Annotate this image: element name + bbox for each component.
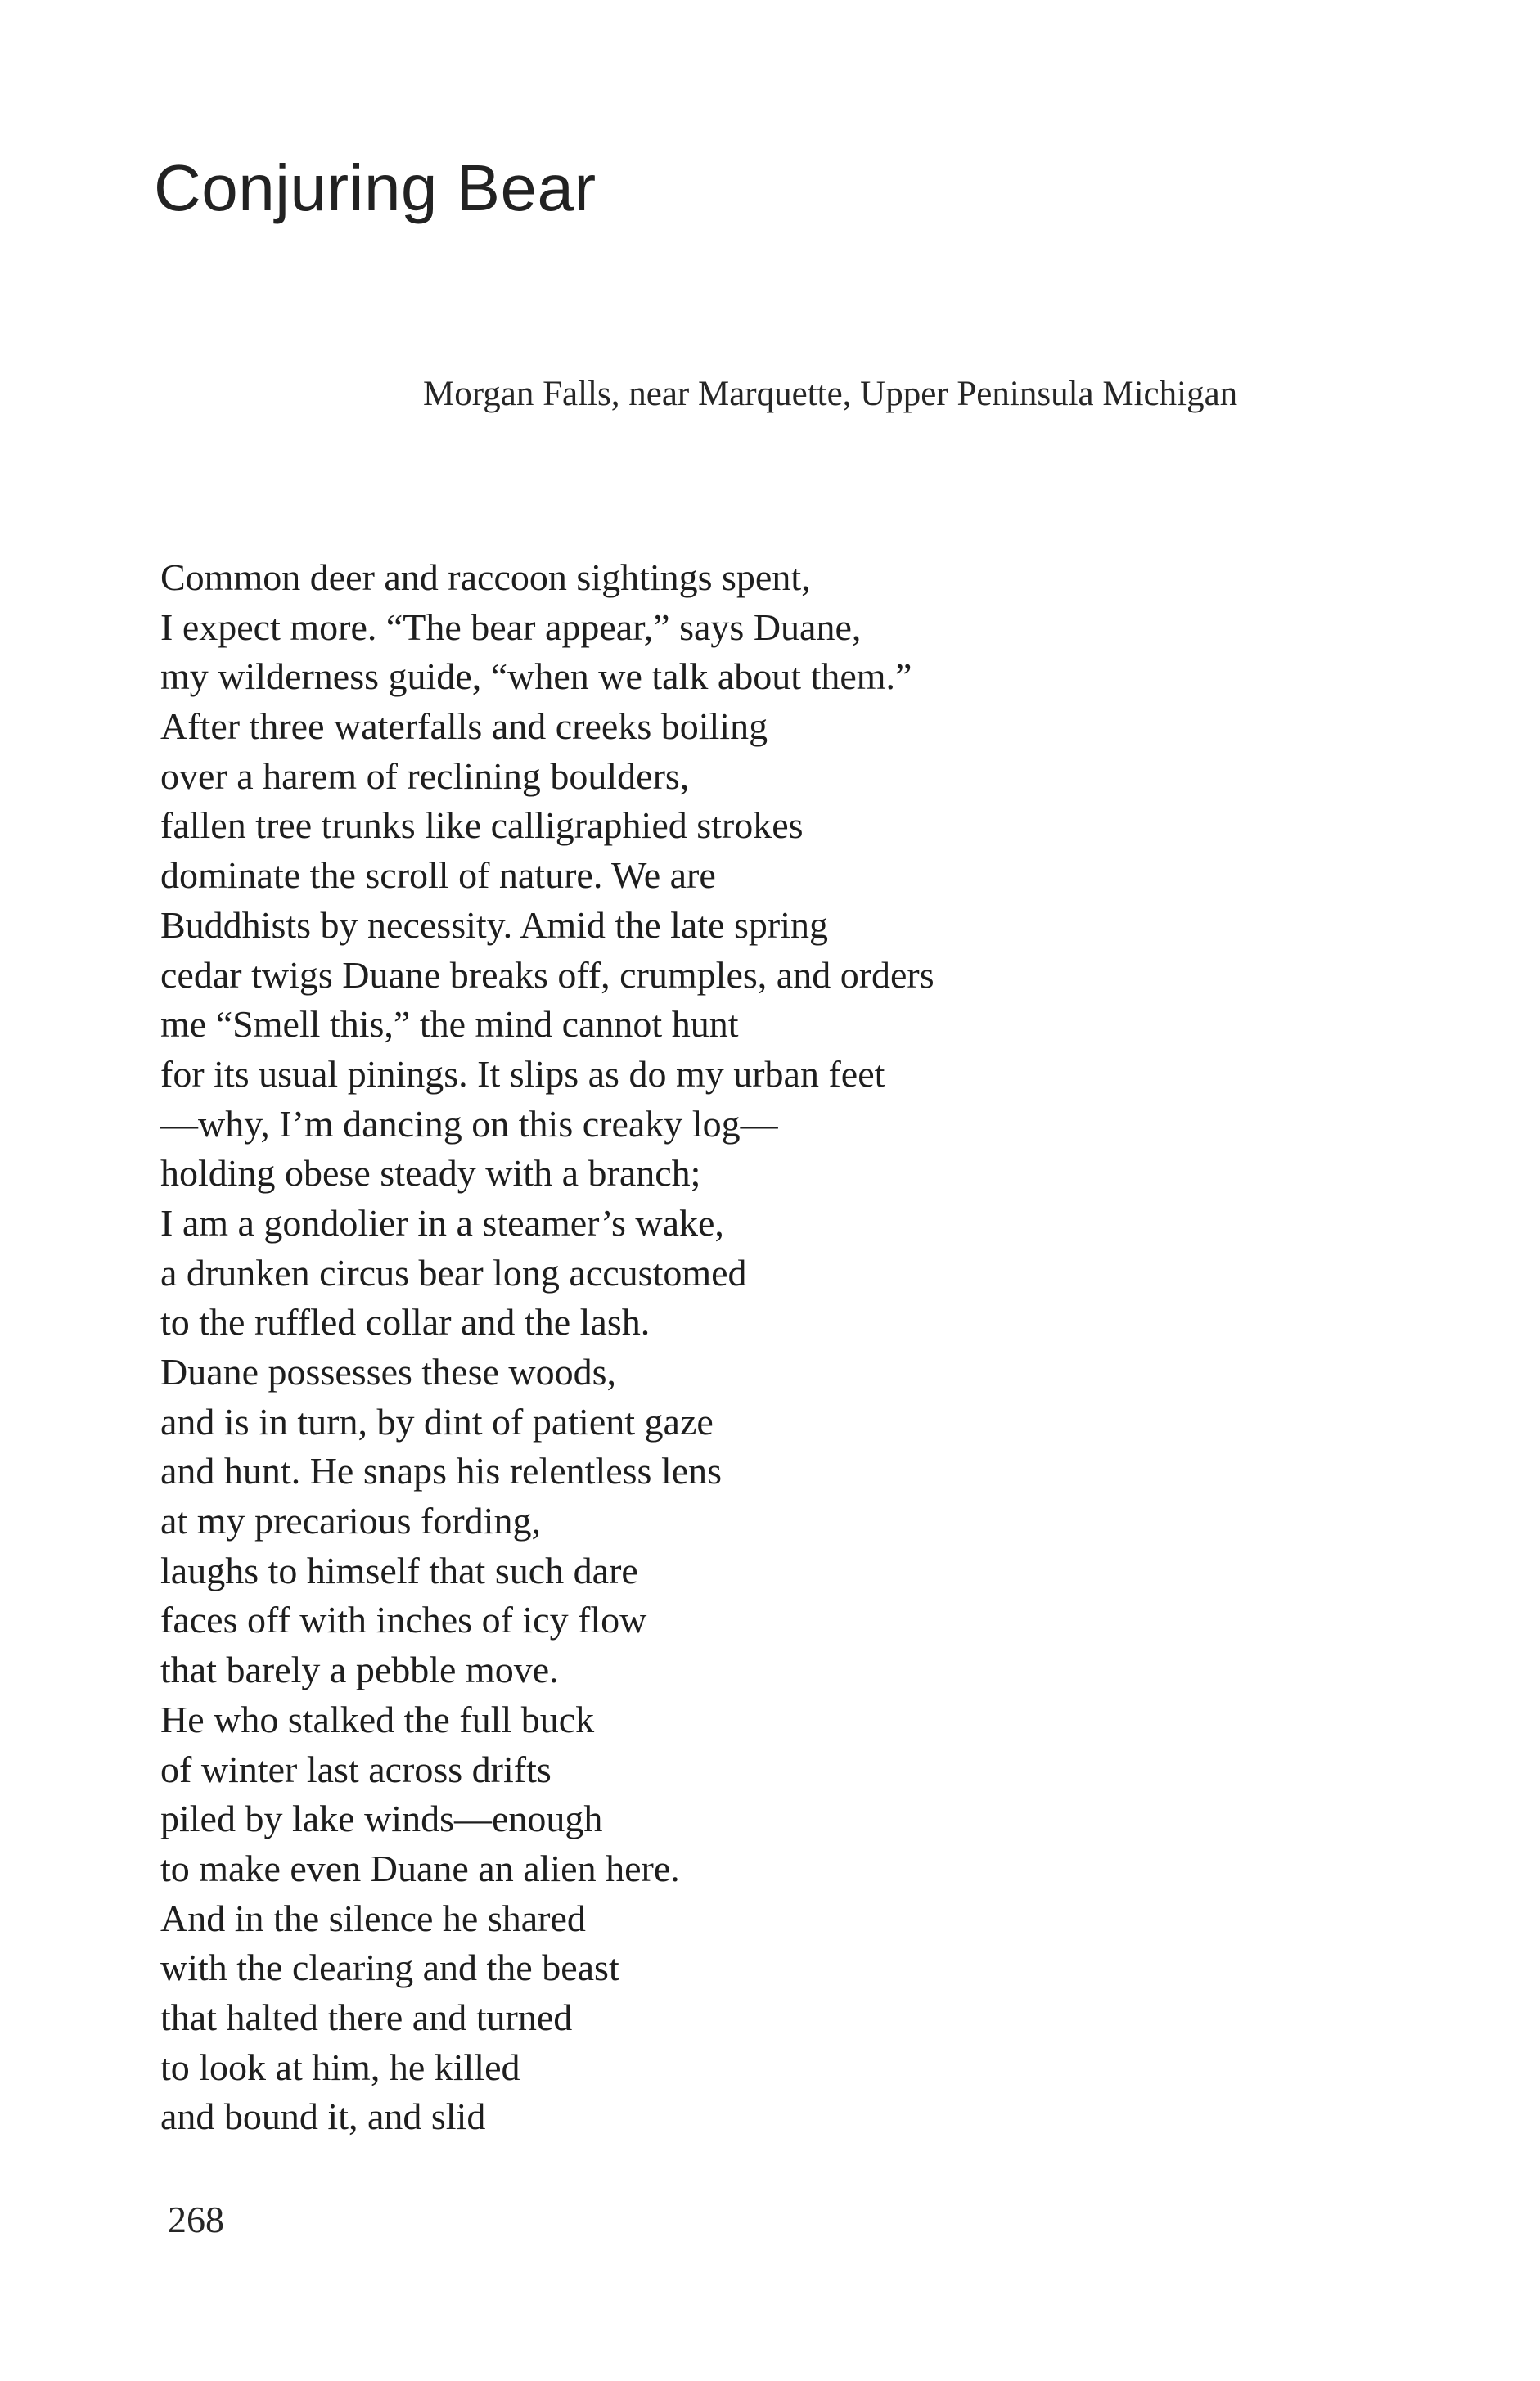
poem-line: and is in turn, by dint of patient gaze [160,1400,714,1443]
poem-line: my wilderness guide, “when we talk about them.” [160,655,912,698]
poem-line: and hunt. He snaps his relentless lens [160,1450,723,1492]
poem-line: faces off with inches of icy flow [160,1599,647,1641]
poem-title: Conjuring Bear [154,151,597,224]
poem-epigraph: Morgan Falls, near Marquette, Upper Peninsula Michigan [423,375,1238,413]
poem-line: laughs to himself that such dare [160,1549,638,1591]
poem-body [160,553,934,2142]
poem-line: with the clearing and the beast [160,1947,619,1989]
poem-line: of winter last across drifts [160,1748,552,1790]
poem-line: I am a gondolier in a steamer’s wake, [160,1201,724,1244]
poem-line: that barely a pebble move. [160,1649,559,1691]
page-number: 268 [168,2199,224,2240]
poem-line: that halted there and turned [160,1996,573,2038]
poem-line: holding obese steady with a branch; [160,1152,701,1195]
poem-line: Buddhists by necessity. Amid the late spring [160,903,829,946]
poem-line: I expect more. “The bear appear,” says Duane, [160,605,862,648]
poem-line: cedar twigs Duane breaks off, crumples, and orders [160,953,934,996]
poem-line: to look at him, he killed [160,2046,520,2088]
poem-line: to make even Duane an alien here. [160,1847,680,1889]
poem-line: a drunken circus bear long accustomed [160,1251,747,1294]
poem-line: Common deer and raccoon sightings spent, [160,556,811,598]
poem-line: He who stalked the full buck [160,1698,595,1740]
poem-line: And in the silence he shared [160,1897,586,1939]
poem-line: dominate the scroll of nature. We are [160,854,716,897]
poem-line: me “Smell this,” the mind cannot hunt [160,1003,739,1046]
poem-line: at my precarious fording, [160,1500,541,1542]
poem-line: and bound it, and slid [160,2095,486,2138]
poem-line: piled by lake winds—enough [160,1798,603,1840]
poem-line: After three waterfalls and creeks boiling [160,705,768,748]
poem-line: —why, I’m dancing on this creaky log— [160,1102,778,1145]
poem-line: fallen tree trunks like calligraphied strokes [160,804,804,847]
poem-line: over a harem of reclining boulders, [160,754,690,797]
poem-line: Duane possesses these woods, [160,1351,617,1393]
poem-line: to the ruffled collar and the lash. [160,1301,651,1344]
poem-line: for its usual pinings. It slips as do my urban feet [160,1052,885,1095]
